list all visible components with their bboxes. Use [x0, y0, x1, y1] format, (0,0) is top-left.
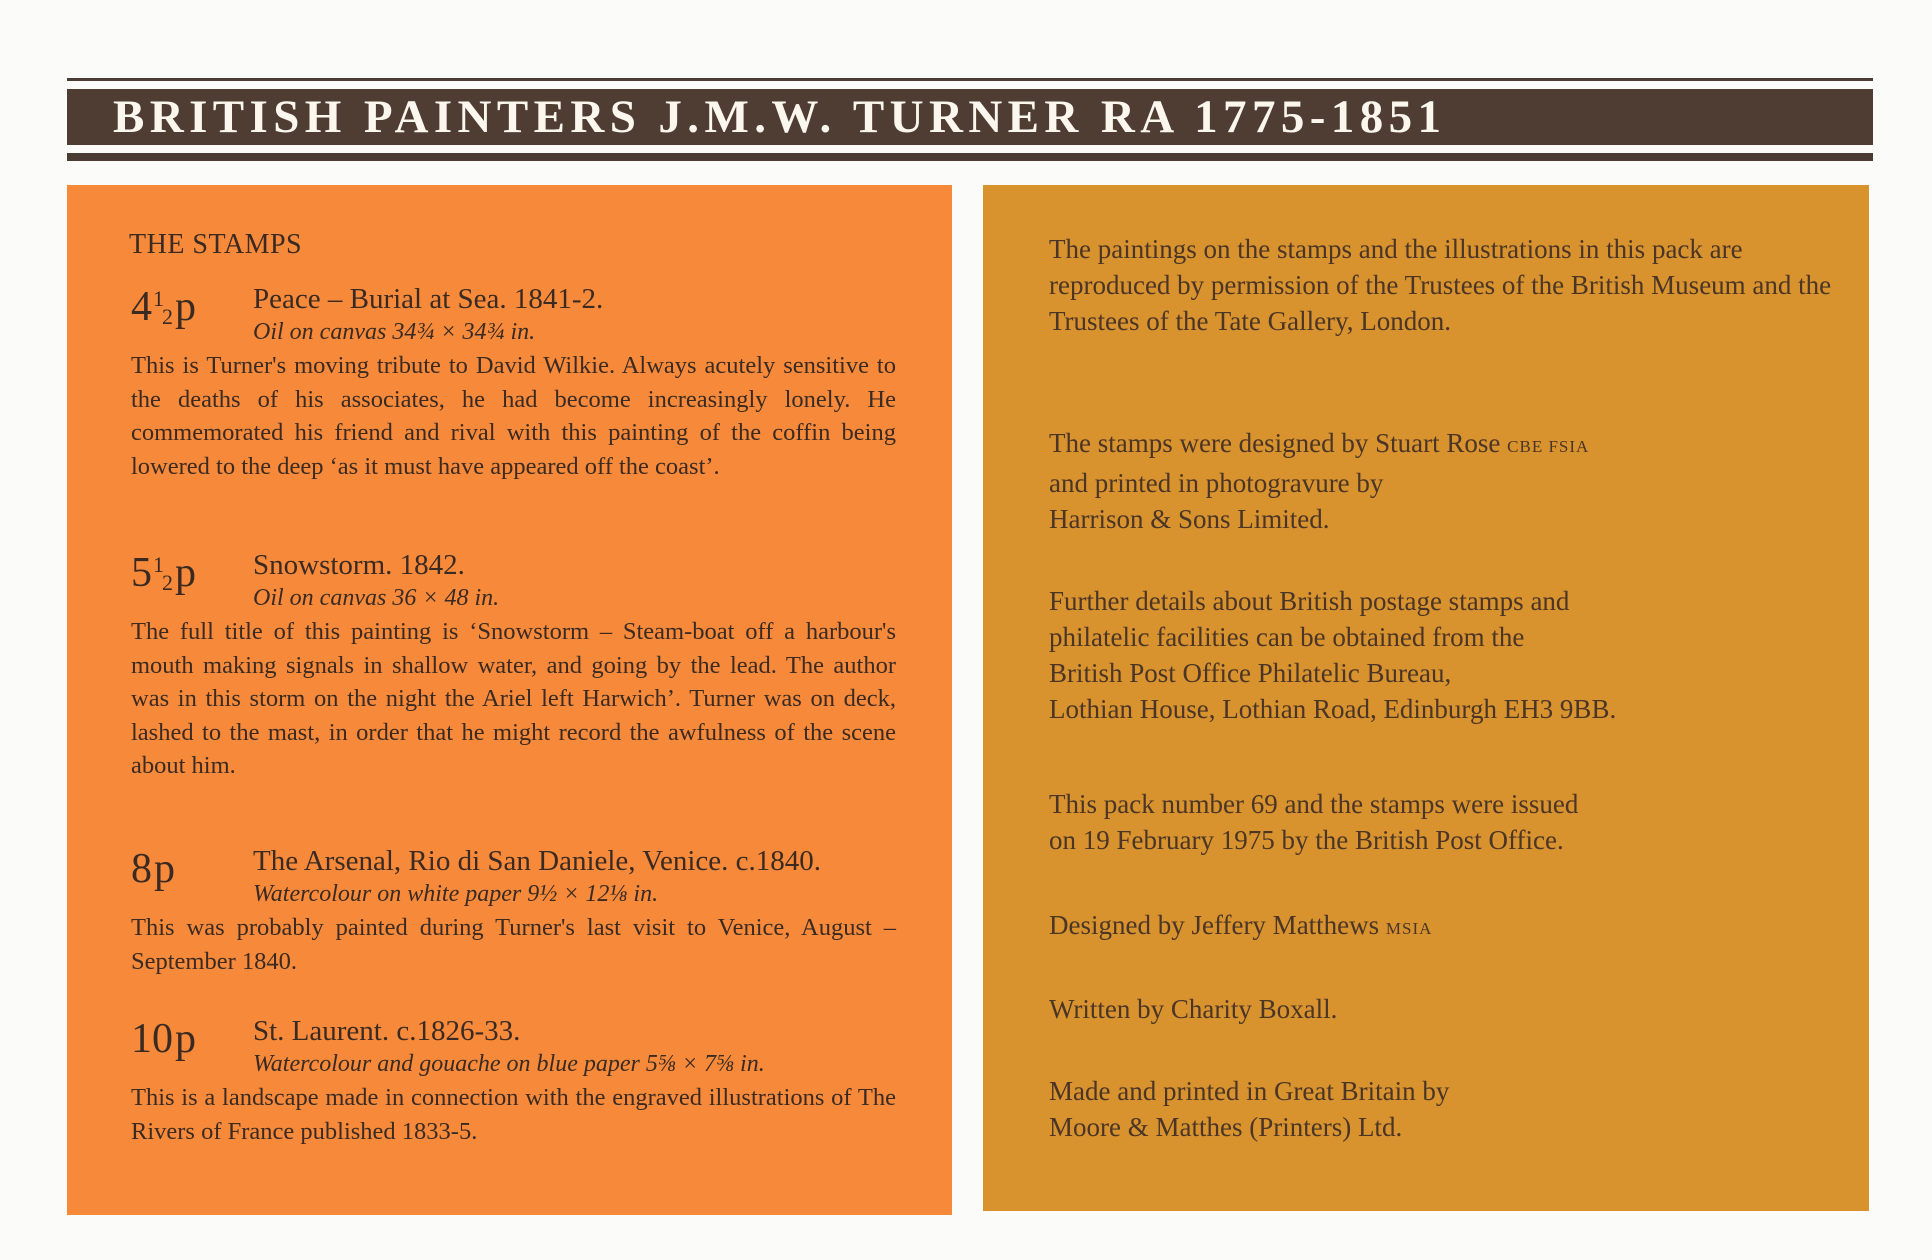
- credits-panel: [983, 185, 1869, 1211]
- stamp-title: Snowstorm. 1842.: [253, 549, 465, 581]
- permission-note: The paintings on the stamps and the illustrations in this pack are reproduced by permission of the Trustees of the British Museum and the Trustees of the Tate Gallery, London.: [1049, 234, 1832, 336]
- philatelic-details: Further details about British postage stamps and philatelic facilities can be obtained from the British Post Office Philatelic Bureau, Lothian House, Lothian Road, Edinburgh EH3 9BB.: [1049, 586, 1617, 724]
- stamp-entry: [131, 845, 896, 978]
- bottom-rule: [67, 153, 1873, 161]
- stamp-value: 8p: [131, 846, 175, 892]
- designer-credentials: MSIA: [1385, 919, 1433, 938]
- stamp-entry: [131, 549, 896, 783]
- pack-issue-note: This pack number 69 and the stamps were issued on 19 February 1975 by the British Post Office.: [1049, 789, 1579, 855]
- stamp-title: St. Laurent. c.1826-33.: [253, 1015, 521, 1047]
- pack-designer-credit: Designed by Jeffery Matthews MSIA: [1049, 910, 1433, 940]
- design-credit: The stamps were designed by Stuart Rose CBE FSIA and printed in photogravure by Harrison & Sons Limited.: [1049, 428, 1590, 534]
- stamp-entry: [131, 283, 896, 483]
- stamp-description: The full title of this painting is ‘Snowstorm – Steam-boat off a harbour's mouth making signals in shallow water, and going by the lead. The author was in this storm on the night the Ariel left Harwich’. Turner was on deck, lashed to the mast, in order that he might record the awfulness of the scene about him.: [131, 618, 896, 779]
- title-banner: [67, 89, 1873, 145]
- stamp-description: This was probably painted during Turner's last visit to Venice, August – September 1840.: [131, 914, 896, 975]
- stamp-value: 10p: [131, 1016, 196, 1062]
- stamps-heading: THE STAMPS: [129, 229, 303, 260]
- stamps-panel: [67, 185, 952, 1215]
- stamp-description: This is Turner's moving tribute to David Wilkie. Always acutely sensitive to the deaths of his associates, he had become increasingly lonely. He commemorated his friend and rival with this painting of the coffin being lowered to the deep ‘as it must have appeared off the coast’.: [131, 352, 896, 480]
- stamp-medium: Watercolour on white paper 9½ × 12⅛ in.: [253, 881, 659, 907]
- printer-credit: Made and printed in Great Britain by Moore & Matthes (Printers) Ltd.: [1049, 1076, 1450, 1142]
- page-title: BRITISH PAINTERS J.M.W. TURNER RA 1775-1851: [113, 91, 1447, 143]
- stamp-description: This is a landscape made in connection with the engraved illustrations of The Rivers of France published 1833-5.: [131, 1084, 896, 1145]
- stamp-medium: Oil on canvas 36 × 48 in.: [253, 585, 500, 611]
- stamp-title: Peace – Burial at Sea. 1841-2.: [253, 283, 604, 315]
- stamp-value: 512p: [131, 550, 196, 596]
- writer-credit: Written by Charity Boxall.: [1049, 994, 1338, 1024]
- stamp-title: The Arsenal, Rio di San Daniele, Venice. c.1840.: [253, 845, 822, 877]
- stamp-medium: Oil on canvas 34¾ × 34¾ in.: [253, 319, 536, 345]
- design-credentials: CBE FSIA: [1507, 437, 1590, 456]
- stamp-value: 412p: [131, 284, 196, 330]
- stamp-medium: Watercolour and gouache on blue paper 5⅝ × 7⅝ in.: [253, 1051, 765, 1077]
- stamp-entry: [131, 1015, 896, 1148]
- top-rule: [67, 78, 1873, 81]
